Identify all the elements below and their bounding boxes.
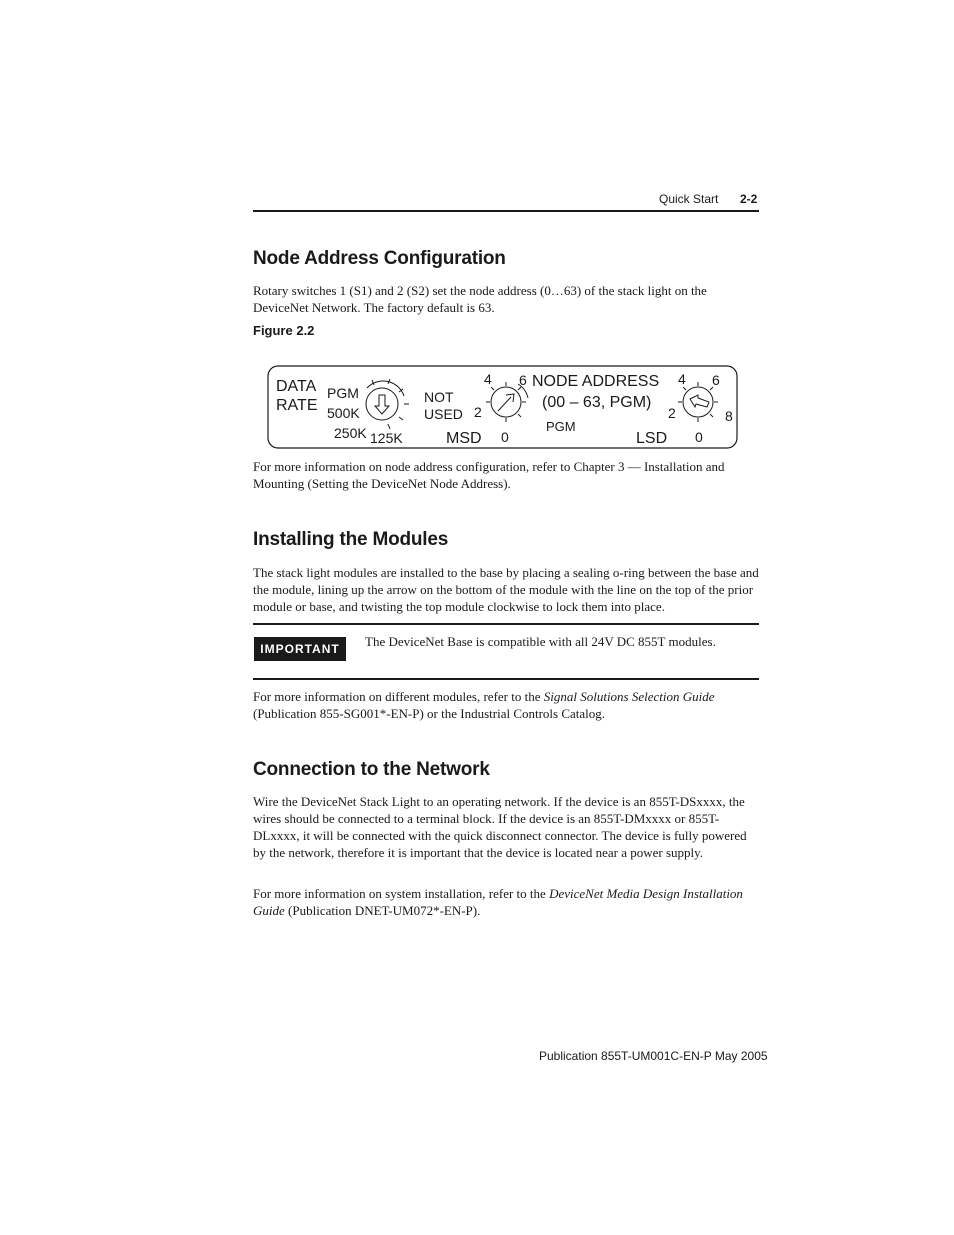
- label-lsd-8: 8: [725, 408, 733, 424]
- label-dr-125k: 125K: [370, 430, 403, 446]
- label-rate: RATE: [276, 397, 318, 414]
- node-address-paragraph: Rotary switches 1 (S1) and 2 (S2) set the node address (0…63) of the stack light on the DeviceNet Network. The factory default is 63.: [253, 283, 707, 315]
- node-address-followup: For more information on node address configuration, refer to Chapter 3 — Installation and Mounting (Setting the DeviceNet Node Address).: [253, 459, 725, 491]
- important-top-rule: [253, 623, 759, 625]
- label-lsd: LSD: [636, 430, 668, 447]
- connection-more-info: For more information on system installation, refer to the DeviceNet Media Design Installation Guide (Publication DNET-UM072*-EN-P).: [253, 886, 743, 918]
- label-msd-6: 6: [519, 372, 527, 388]
- label-msd-4: 4: [484, 371, 492, 387]
- label-not: NOT: [424, 389, 454, 405]
- lsd-dial: [678, 382, 718, 422]
- installing-more-info: For more information on different modules, refer to the Signal Solutions Selection Guide (Publication 855-SG001*-EN-P) or the Industrial Controls Catalog.: [253, 689, 715, 721]
- label-node-range: (00 – 63, PGM): [542, 394, 652, 411]
- section-title-node-address: Node Address Configuration: [253, 248, 506, 269]
- label-lsd-0: 0: [695, 429, 703, 445]
- arrow-left-icon: [690, 395, 709, 407]
- important-badge: IMPORTANT: [254, 637, 346, 661]
- page-number: 2-2: [740, 192, 758, 206]
- arrow-down-icon: [375, 395, 389, 414]
- label-dr-250k: 250K: [334, 425, 367, 441]
- footer-publication: Publication 855T-UM001C-EN-P May 2005: [539, 1049, 768, 1063]
- installing-paragraph: The stack light modules are installed to the base by placing a sealing o-ring between the base and the module, lining up the arrow on the bottom of the module with the line on the top of the prior module or base, and twisting the top module clockwise to lock them into place.: [253, 565, 759, 614]
- label-used: USED: [424, 406, 463, 422]
- guide-title-devicenet-media: DeviceNet Media Design Installation Guide: [253, 886, 743, 918]
- important-bottom-rule: [253, 678, 759, 680]
- rotary-switch-diagram: [266, 364, 740, 452]
- label-data: DATA: [276, 378, 317, 395]
- section-title-installing: Installing the Modules: [253, 529, 449, 550]
- label-msd-2: 2: [474, 404, 482, 420]
- label-pgm: PGM: [546, 419, 576, 434]
- section-title-connection: Connection to the Network: [253, 759, 490, 780]
- label-lsd-4: 4: [678, 371, 686, 387]
- label-msd: MSD: [446, 430, 482, 447]
- label-msd-0: 0: [501, 429, 509, 445]
- connection-paragraph: Wire the DeviceNet Stack Light to an operating network. If the device is an 855T-DSxxxx, the wires should be connected to a terminal block. If the device is an 855T-DMxxxx or 855T-DLxxxx, it will be connected with the quick disconnect connector. The device is fully powered by the network, therefore it is important that the device is located near a power supply.: [253, 794, 747, 860]
- label-node-address: NODE ADDRESS: [532, 373, 660, 390]
- msd-dial: [486, 382, 528, 422]
- data-rate-dial: [366, 379, 409, 429]
- important-text: The DeviceNet Base is compatible with all 24V DC 855T modules.: [365, 634, 716, 649]
- guide-title-signal-solutions: Signal Solutions Selection Guide: [543, 689, 715, 704]
- label-dr-pgm: PGM: [327, 385, 359, 401]
- running-header-section: Quick Start: [659, 192, 719, 206]
- label-lsd-6: 6: [712, 372, 720, 388]
- label-lsd-2: 2: [668, 405, 676, 421]
- header-rule: [253, 210, 759, 212]
- figure-label: Figure 2.2: [253, 323, 315, 338]
- label-dr-500k: 500K: [327, 405, 360, 421]
- arrow-diagonal-icon: [498, 397, 511, 411]
